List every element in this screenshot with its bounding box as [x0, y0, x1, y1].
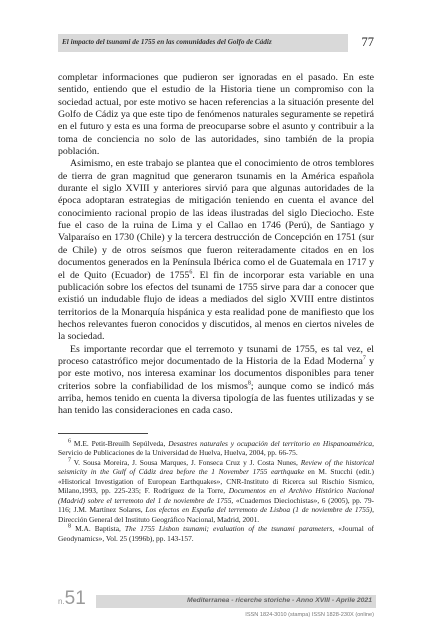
- footnote-text: , «Journal of Geodynamics», Vol. 25 (1996b), pp. 143-157.: [58, 524, 374, 543]
- body-text: [58, 72, 374, 418]
- header-band: [58, 34, 348, 52]
- page-number: 77: [361, 35, 374, 49]
- footnote-marker: 6: [68, 438, 71, 445]
- paragraph-2: [58, 158, 374, 343]
- paragraph-2-text: Asimismo, en este trabajo se plantea que el conocimiento de otros temblores de tierra de gran magnitud que generaron tsunamis en la América española durante el siglo XVIII y anteriores sirvió para que algunas autoridades de la época adoptaran estrategias de mitigación teniendo en cuenta el avance del conocimiento racional propio de las ideas ilustradas del siglo Dieciocho. Este fue el caso de la ruina de Lima y el Callao en 1746 (Perú), de Santiago y Valparaíso en 1730 (Chile) y la tercera destrucción de Concepción en 1751 (sur de Chile) y de otros seísmos que fueron reiteradamente citados en en los documentos generados en la Península Ibérica como el de Guatemala en 1717 y el de Quito (Ecuador) de 1755: [58, 158, 374, 281]
- footnote-text: , Servicio de Publicaciones de la Universidad de Huelva, Huelva, 2004, pp. 66-75.: [58, 439, 374, 458]
- footnote-title: The 1755 Lisbon tsunami; evaluation of the tsunami parameters: [124, 524, 333, 534]
- footnote-marker: 8: [68, 523, 71, 530]
- footnote-separator: [58, 433, 148, 434]
- issue-label: n.: [58, 597, 65, 606]
- issn-line: ISSN 1824-3010 (stampa) ISSN 1828-230X (online): [245, 612, 374, 618]
- paragraph-3-text-c: ; aunque como se indicó más arriba, hemos tenido en cuenta la diversa tipología de las fuentes utilizadas y se han tenido las consideraciones en cada caso.: [58, 380, 374, 417]
- footnote-text: , «Cuadernos Dieciochistas», 6 (2005), pp. 79-116; J.M. Martínez Solares,: [58, 495, 374, 515]
- footnote-text: M.A. Baptista,: [75, 524, 125, 534]
- footnote-6: [58, 439, 374, 458]
- footnote-text: , Dirección General del Instituto Geográfico Nacional, Madrid, 2001.: [58, 505, 374, 524]
- paragraph-2-cont: . El fin de incorporar esta variable en una publicación sobre los efectos del tsunami de 1755 sirve para dar a conocer que existió un indudable flujo de ideas a mediados del siglo XVIII entre distintos territorios de la Monarquía hispánica y esta realidad pone de manifiesto que los hechos relevantes fueron conocidos y discutidos, al menos en ciertos niveles de la sociedad.: [58, 269, 375, 343]
- footnote-title: Documentos en el Archivo Histórico Nacional (Madrid) sobre el terremoto del 1 de noviembre de 1755: [58, 486, 375, 505]
- footnote-8: [58, 524, 374, 543]
- footnote-ref-6: 6: [189, 269, 193, 276]
- footnote-marker: 7: [68, 457, 71, 464]
- running-header: [58, 34, 374, 52]
- footer-band: [96, 595, 376, 608]
- footnote-7: [58, 458, 374, 524]
- journal-name: Mediterranea - ricerche storiche - Anno XVIII - Aprile 2021: [187, 597, 372, 604]
- paragraph-3: [58, 344, 374, 418]
- footnote-title: Review of the historical seismicity in the Gulf of Cádiz área before the 1 November 1755 earthquake: [58, 457, 374, 477]
- paragraph-1: completar informaciones que pudieron ser ignoradas en el pasado. En este sentido, entiendo que el estudio de la Historia tiene un compromiso con la sociedad actual, por este motivo se hacen referencias a la situación presente del Golfo de Cádiz ya que este tipo de fenómenos naturales seguramente se repetirá en el futuro y esta es una forma de preocuparse sobre el asunto y contribuir a la toma de conciencia no solo de las autoridades, sino también de la propia población.: [58, 72, 374, 158]
- paragraph-3-text-b: y por este motivo, nos interesa examinar los documentos disponibles para tener criterios sobre la confiabilidad de los mismos: [58, 355, 375, 392]
- footnote-text: M.E. Petit-Breuilh Sepúlveda,: [73, 439, 169, 448]
- footnote-title: Los efectos en España del terremoto de Lisboa (1 de noviembre de 1755): [145, 505, 373, 515]
- footnote-text: en M. Stucchi (edit.) «Historical Investigation of European Earthquakes», CNR-Instituto di Ricerca sul Rischio Sismico, Milano,1993, pp. 225-235; F. Rodríguez de la Torre,: [58, 467, 374, 496]
- footnote-text: V. Sousa Moreira, J. Sousa Marques, J. Fonseca Cruz y J. Costa Nunes,: [73, 457, 301, 467]
- paragraph-3-text-a: Es importante recordar que el terremoto y tsunami de 1755, es tal vez, el proceso catastrófico mejor documentado de la Historia de la Edad Moderna: [58, 343, 374, 367]
- footnote-title: Desastres naturales y ocupación del territorio en Hispanoamérica: [168, 439, 373, 448]
- running-title: El impacto del tsunami de 1755 en las comunidades del Golfo de Cádiz: [62, 38, 272, 46]
- footnote-ref-7: 7: [362, 355, 366, 362]
- issue-number: [58, 588, 86, 610]
- issue-value: 51: [64, 588, 86, 609]
- footnotes: [58, 439, 374, 543]
- footnote-ref-8: 8: [247, 380, 251, 387]
